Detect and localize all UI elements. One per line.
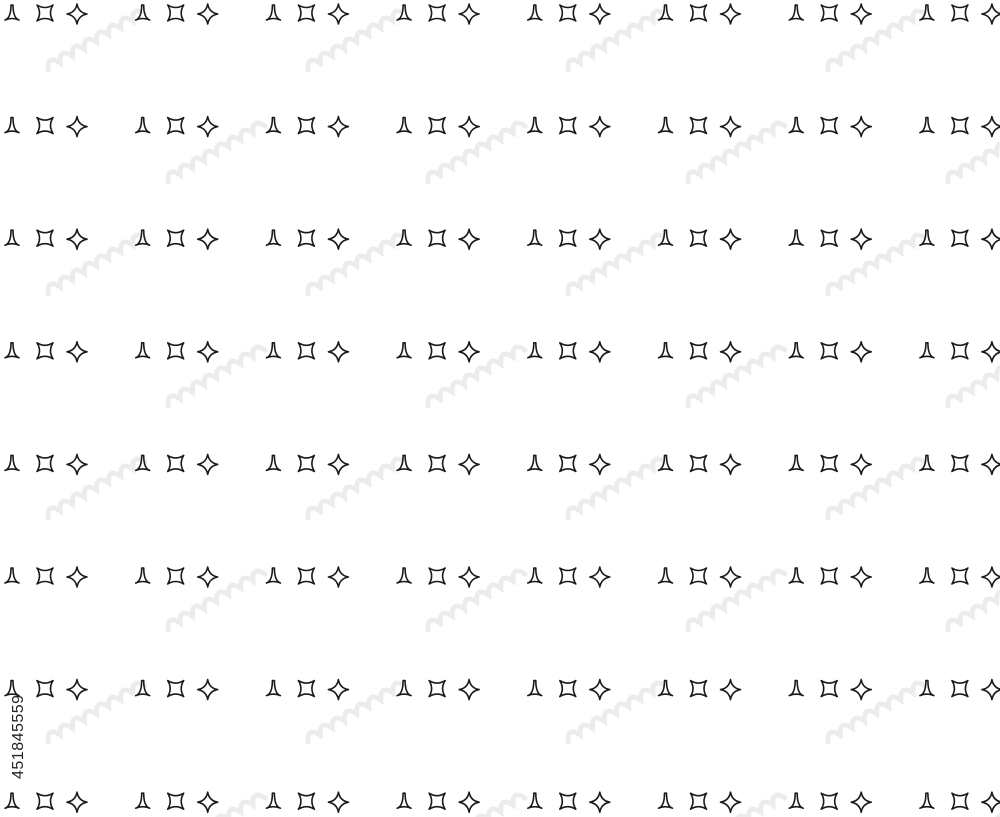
pen-nib-icon (528, 118, 542, 133)
motif-group (659, 229, 741, 249)
pen-nib-icon (266, 118, 280, 133)
motif-group (659, 792, 741, 812)
motif-group (266, 342, 348, 362)
motif-group (397, 680, 479, 700)
motif-group (5, 229, 87, 249)
pen-nib-icon (5, 455, 19, 470)
motif-group (136, 342, 218, 362)
curved-square-icon (37, 568, 53, 584)
curved-square-icon (429, 681, 445, 697)
curved-square-icon (168, 568, 184, 584)
stock-id-watermark: 451845559 (10, 694, 27, 779)
motif-group (789, 680, 871, 700)
pen-nib-icon (528, 568, 542, 583)
four-point-star-icon (459, 4, 479, 24)
motif-group (5, 342, 87, 362)
curved-square-icon (952, 5, 968, 21)
four-point-star-icon (67, 342, 87, 362)
pen-nib-icon (136, 118, 150, 133)
four-point-star-icon (982, 4, 1000, 24)
four-point-star-icon (721, 680, 741, 700)
pen-nib-icon (397, 230, 411, 245)
four-point-star-icon (851, 680, 871, 700)
pen-nib-icon (920, 568, 934, 583)
curved-square-icon (298, 793, 314, 809)
four-point-star-icon (198, 680, 218, 700)
curved-square-icon (298, 118, 314, 134)
motif-group (789, 117, 871, 137)
pen-nib-icon (789, 793, 803, 808)
motif-group (789, 792, 871, 812)
curved-square-icon (952, 343, 968, 359)
pen-nib-icon (136, 230, 150, 245)
motif-group (397, 454, 479, 474)
four-point-star-icon (851, 454, 871, 474)
curved-square-icon (952, 568, 968, 584)
motif-group (397, 117, 479, 137)
pen-nib-icon (136, 568, 150, 583)
pen-nib-icon (5, 568, 19, 583)
pen-nib-icon (136, 343, 150, 358)
motif-group (266, 229, 348, 249)
curved-square-icon (168, 793, 184, 809)
curved-square-icon (691, 455, 707, 471)
pen-nib-icon (528, 681, 542, 696)
four-point-star-icon (590, 4, 610, 24)
four-point-star-icon (851, 229, 871, 249)
four-point-star-icon (67, 680, 87, 700)
curved-square-icon (37, 230, 53, 246)
curved-square-icon (429, 230, 445, 246)
pen-nib-icon (5, 681, 19, 696)
four-point-star-icon (721, 792, 741, 812)
curved-square-icon (298, 343, 314, 359)
curved-square-icon (168, 455, 184, 471)
curved-square-icon (821, 118, 837, 134)
four-point-star-icon (721, 454, 741, 474)
motif-group (920, 567, 1000, 587)
curved-square-icon (37, 118, 53, 134)
motif-group (659, 567, 741, 587)
pen-nib-icon (920, 118, 934, 133)
pen-nib-icon (789, 5, 803, 20)
curved-square-icon (560, 793, 576, 809)
pen-nib-icon (266, 5, 280, 20)
four-point-star-icon (328, 454, 348, 474)
curved-square-icon (691, 343, 707, 359)
curved-square-icon (429, 118, 445, 134)
four-point-star-icon (328, 567, 348, 587)
motif-group (659, 4, 741, 24)
curved-square-icon (560, 230, 576, 246)
four-point-star-icon (721, 229, 741, 249)
four-point-star-icon (67, 792, 87, 812)
curved-square-icon (298, 5, 314, 21)
curved-square-icon (560, 343, 576, 359)
four-point-star-icon (67, 117, 87, 137)
four-point-star-icon (328, 792, 348, 812)
curved-square-icon (168, 5, 184, 21)
motif-group (5, 4, 87, 24)
curved-square-icon (952, 230, 968, 246)
pen-nib-icon (528, 455, 542, 470)
pen-nib-icon (397, 568, 411, 583)
pen-nib-icon (266, 793, 280, 808)
four-point-star-icon (328, 680, 348, 700)
pen-nib-icon (528, 5, 542, 20)
motif-group (528, 680, 610, 700)
pen-nib-icon (266, 343, 280, 358)
curved-square-icon (821, 568, 837, 584)
four-point-star-icon (67, 4, 87, 24)
four-point-star-icon (851, 567, 871, 587)
four-point-star-icon (851, 792, 871, 812)
four-point-star-icon (328, 117, 348, 137)
curved-square-icon (429, 568, 445, 584)
curved-square-icon (952, 455, 968, 471)
motif-group (920, 792, 1000, 812)
pen-nib-icon (528, 230, 542, 245)
four-point-star-icon (721, 4, 741, 24)
motif-group (920, 229, 1000, 249)
motif-group (789, 342, 871, 362)
four-point-star-icon (459, 342, 479, 362)
four-point-star-icon (982, 567, 1000, 587)
motif-group (789, 229, 871, 249)
motif-group (528, 454, 610, 474)
curved-square-icon (560, 455, 576, 471)
four-point-star-icon (982, 229, 1000, 249)
curved-square-icon (429, 793, 445, 809)
curved-square-icon (691, 118, 707, 134)
motif-group (920, 117, 1000, 137)
pen-nib-icon (789, 118, 803, 133)
four-point-star-icon (982, 792, 1000, 812)
pen-nib-icon (789, 343, 803, 358)
four-point-star-icon (851, 342, 871, 362)
four-point-star-icon (982, 680, 1000, 700)
curved-square-icon (298, 568, 314, 584)
pen-nib-icon (5, 230, 19, 245)
curved-square-icon (429, 455, 445, 471)
four-point-star-icon (198, 229, 218, 249)
motif-group (266, 454, 348, 474)
motif-group (920, 680, 1000, 700)
four-point-star-icon (198, 117, 218, 137)
four-point-star-icon (851, 117, 871, 137)
motif-group (136, 117, 218, 137)
motif-group (920, 4, 1000, 24)
motif-group (136, 229, 218, 249)
motif-group (266, 117, 348, 137)
curved-square-icon (37, 681, 53, 697)
motif-group (5, 792, 87, 812)
motif-group (136, 567, 218, 587)
four-point-star-icon (982, 342, 1000, 362)
four-point-star-icon (67, 229, 87, 249)
motif-group (659, 454, 741, 474)
four-point-star-icon (459, 229, 479, 249)
motif-group (528, 567, 610, 587)
pen-nib-icon (266, 455, 280, 470)
motif-group (920, 342, 1000, 362)
pen-nib-icon (5, 793, 19, 808)
motif-group (659, 117, 741, 137)
motif-group (266, 792, 348, 812)
four-point-star-icon (721, 567, 741, 587)
four-point-star-icon (459, 567, 479, 587)
motif-group (5, 117, 87, 137)
four-point-star-icon (198, 342, 218, 362)
pen-nib-icon (789, 681, 803, 696)
pen-nib-icon (266, 681, 280, 696)
pen-nib-icon (136, 793, 150, 808)
motif-group (397, 342, 479, 362)
motif-group (136, 680, 218, 700)
pen-nib-icon (920, 793, 934, 808)
motif-group (659, 342, 741, 362)
pen-nib-icon (5, 118, 19, 133)
curved-square-icon (560, 118, 576, 134)
pen-nib-icon (397, 343, 411, 358)
pen-nib-icon (5, 5, 19, 20)
four-point-star-icon (590, 792, 610, 812)
curved-square-icon (821, 455, 837, 471)
curved-square-icon (691, 568, 707, 584)
four-point-star-icon (328, 4, 348, 24)
four-point-star-icon (590, 567, 610, 587)
four-point-star-icon (198, 4, 218, 24)
motif-group (528, 117, 610, 137)
curved-square-icon (298, 455, 314, 471)
pen-nib-icon (659, 568, 673, 583)
motif-group (659, 680, 741, 700)
four-point-star-icon (590, 342, 610, 362)
pen-nib-icon (266, 230, 280, 245)
curved-square-icon (821, 5, 837, 21)
curved-square-icon (37, 793, 53, 809)
curved-square-icon (821, 343, 837, 359)
curved-square-icon (168, 118, 184, 134)
curved-square-icon (821, 230, 837, 246)
four-point-star-icon (459, 680, 479, 700)
curved-square-icon (691, 230, 707, 246)
motif-group (920, 454, 1000, 474)
curved-square-icon (37, 5, 53, 21)
curved-square-icon (560, 681, 576, 697)
four-point-star-icon (590, 229, 610, 249)
curved-square-icon (429, 5, 445, 21)
curved-square-icon (298, 681, 314, 697)
pen-nib-icon (789, 230, 803, 245)
motif-group (5, 567, 87, 587)
curved-square-icon (168, 230, 184, 246)
curved-square-icon (952, 118, 968, 134)
four-point-star-icon (198, 454, 218, 474)
curved-square-icon (821, 793, 837, 809)
curved-square-icon (691, 5, 707, 21)
motif-group (397, 792, 479, 812)
motif-group (789, 4, 871, 24)
four-point-star-icon (982, 117, 1000, 137)
four-point-star-icon (328, 229, 348, 249)
pen-nib-icon (528, 793, 542, 808)
four-point-star-icon (982, 454, 1000, 474)
curved-square-icon (952, 793, 968, 809)
four-point-star-icon (459, 117, 479, 137)
four-point-star-icon (328, 342, 348, 362)
pen-nib-icon (920, 343, 934, 358)
motif-group (397, 4, 479, 24)
motif-group (266, 680, 348, 700)
curved-square-icon (37, 455, 53, 471)
four-point-star-icon (459, 454, 479, 474)
pen-nib-icon (5, 343, 19, 358)
four-point-star-icon (851, 4, 871, 24)
four-point-star-icon (67, 567, 87, 587)
pen-nib-icon (789, 568, 803, 583)
curved-square-icon (821, 681, 837, 697)
four-point-star-icon (721, 117, 741, 137)
motif-group (528, 4, 610, 24)
motif-group (136, 792, 218, 812)
curved-square-icon (691, 681, 707, 697)
motif-group (5, 680, 87, 700)
motif-group (266, 567, 348, 587)
curved-square-icon (429, 343, 445, 359)
pen-nib-icon (266, 568, 280, 583)
four-point-star-icon (721, 342, 741, 362)
curved-square-icon (168, 343, 184, 359)
pen-nib-icon (659, 793, 673, 808)
four-point-star-icon (198, 567, 218, 587)
motif-group (528, 342, 610, 362)
curved-square-icon (168, 681, 184, 697)
four-point-star-icon (590, 680, 610, 700)
motif-group (266, 4, 348, 24)
pen-nib-icon (397, 793, 411, 808)
motif-group (397, 229, 479, 249)
four-point-star-icon (590, 117, 610, 137)
motif-group (528, 229, 610, 249)
four-point-star-icon (67, 454, 87, 474)
curved-square-icon (37, 343, 53, 359)
pen-nib-icon (659, 118, 673, 133)
motif-group (789, 454, 871, 474)
motif-group (136, 4, 218, 24)
curved-square-icon (298, 230, 314, 246)
motif-group (789, 567, 871, 587)
pen-nib-icon (528, 343, 542, 358)
motif-group (528, 792, 610, 812)
pen-nib-icon (789, 455, 803, 470)
curved-square-icon (560, 568, 576, 584)
curved-square-icon (691, 793, 707, 809)
curved-square-icon (560, 5, 576, 21)
four-point-star-icon (590, 454, 610, 474)
motif-group (136, 454, 218, 474)
motif-group (397, 567, 479, 587)
motif-group (5, 454, 87, 474)
curved-square-icon (952, 681, 968, 697)
pen-nib-icon (397, 118, 411, 133)
four-point-star-icon (459, 792, 479, 812)
four-point-star-icon (198, 792, 218, 812)
pen-nib-icon (659, 343, 673, 358)
